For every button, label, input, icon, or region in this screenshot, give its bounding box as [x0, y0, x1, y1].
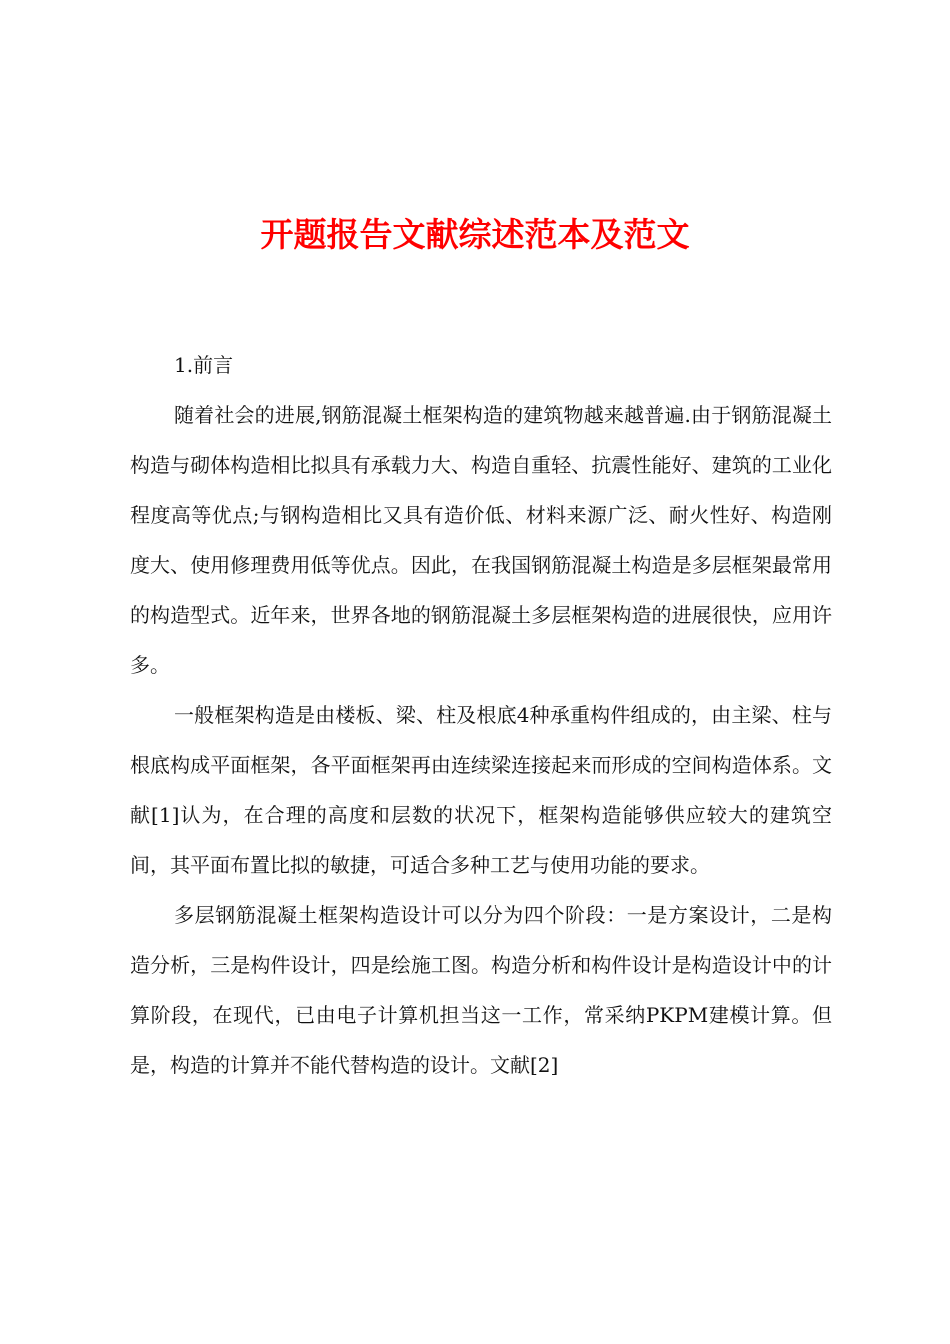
document-body: [130, 340, 832, 1090]
paragraph-1: 随着社会的进展,钢筋混凝土框架构造的建筑物越来越普遍.由于钢筋混凝土构造与砌体构造相比拟具有承载力大、构造自重轻、抗震性能好、建筑的工业化程度高等优点;与钢构造相比又具有造价低、材料来源广泛、耐火性好、构造刚度大、使用修理费用低等优点。因此，在我国钢筋混凝土构造是多层框架最常用的构造型式。近年来，世界各地的钢筋混凝土多层框架构造的进展很快，应用许多。: [130, 403, 832, 677]
paragraph-2: 一般框架构造是由楼板、梁、柱及根底4种承重构件组成的，由主梁、柱与根底构成平面框架，各平面框架再由连续梁连接起来而形成的空间构造体系。文献[1]认为，在合理的高度和层数的状况下，框架构造能够供应较大的建筑空间，其平面布置比拟的敏捷，可适合多种工艺与使用功能的要求。: [130, 703, 832, 877]
document-title: 开题报告文献综述范本及范文: [260, 215, 690, 254]
paragraph-3: 多层钢筋混凝土框架构造设计可以分为四个阶段：一是方案设计，二是构造分析，三是构件设计，四是绘施工图。构造分析和构件设计是构造设计中的计算阶段，在现代，已由电子计算机担当这一工作，常采纳PKPM建模计算。但是，构造的计算并不能代替构造的设计。文献[2]: [130, 903, 832, 1077]
section-heading-preface: 1.前言: [174, 353, 234, 377]
